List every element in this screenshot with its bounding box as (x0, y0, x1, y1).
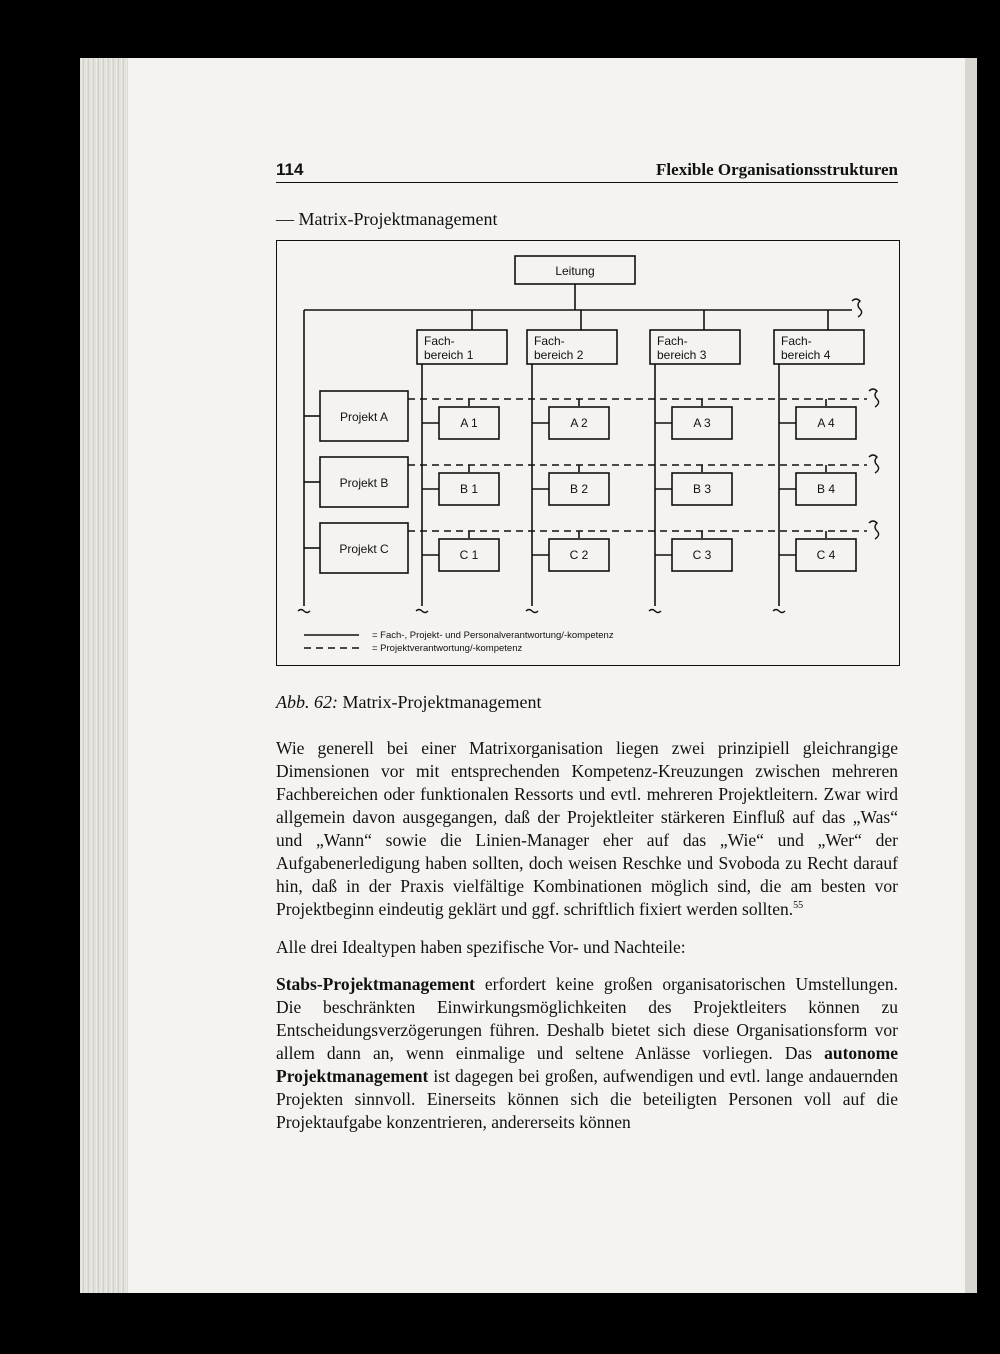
leitung-label: Leitung (555, 264, 595, 278)
section-heading: — Matrix-Projektmanagement (276, 209, 498, 229)
cell-label: B 4 (816, 482, 836, 496)
department-label-line2: bereich 2 (534, 348, 584, 362)
cell-label: B 3 (692, 482, 712, 496)
department-label-line1: Fach- (534, 334, 565, 348)
paragraph-1-text: Wie generell bei einer Matrixorganisation liegen zwei prinzipiell gleichrangige Dimensionen vor mit entsprechenden Kompetenz-Kreuzungen zwischen mehreren Fachbereichen oder funktionalen Ressorts und evtl. mehreren Projektleitern. Zwar wird allgemein davon ausgegangen, daß der Projektleiter stärkeren Einfluß auf das „Was“ und „Wann“ sowie die Linien-Manager eher auf das „Wie“ und „Wer“ der Aufgabenerledigung haben sollten, doch weisen Reschke und Svoboda zu Recht darauf hin, daß in der Praxis vielfältige Kombinationen möglich sind, die am besten vor Projektbeginn eindeutig geklärt und ggf. schriftlich fixiert werden sollten. (276, 738, 898, 919)
bus-continuation-mark (852, 299, 862, 317)
cell-label: C 1 (459, 548, 479, 562)
department-label-line1: Fach- (781, 334, 812, 348)
paragraph-1 (276, 737, 898, 921)
matrix-diagram (276, 240, 900, 666)
caption-text: Matrix-Projektmanagement (342, 692, 542, 712)
department-label-line2: bereich 1 (424, 348, 474, 362)
department-vertical-end (773, 610, 785, 613)
department-label-line1: Fach- (424, 334, 455, 348)
department-label-line1: Fach- (657, 334, 688, 348)
running-header (276, 160, 898, 183)
dashed-continuation-mark (869, 389, 879, 407)
project-label: Projekt C (339, 542, 389, 556)
caption-label: Abb. 62: (276, 692, 338, 712)
dashed-continuation-mark (869, 521, 879, 539)
department-label-line2: bereich 3 (657, 348, 707, 362)
department-vertical-end (416, 610, 428, 613)
paragraph-3-text-1: erfordert keine großen organisatorischen Umstellungen. Die beschränkten Einwirkungsmöglichkeiten des Projektleiters können zu Entscheidungsverzögerungen führen. Deshalb bietet sich diese Organisationsform vor allem dann an, wenn einmalige und seltene Anlässe vorliegen. Das (276, 974, 898, 1063)
cell-label: A 2 (570, 416, 588, 430)
diagram-svg (277, 241, 899, 665)
cell-label: B 1 (459, 482, 479, 496)
paragraph-3 (276, 973, 898, 1134)
paragraph-3-text-2: ist dagegen bei großen, aufwendigen und evtl. lange andauernden Projekten sinnvoll. Einerseits können sich die beteiligten Personen voll auf die Projektaufgabe konzentrieren, andererseits können (276, 1066, 898, 1132)
department-label-line2: bereich 4 (781, 348, 831, 362)
term-stabs-projektmanagement: Stabs-Projektmanagement (276, 974, 475, 994)
cell-label: C 2 (569, 548, 589, 562)
department-vertical-end (649, 610, 661, 613)
legend-solid-text: = Fach-, Projekt- und Personalverantwortung/-kompetenz (372, 630, 614, 641)
project-spine-end (298, 610, 310, 613)
cell-label: A 1 (460, 416, 478, 430)
term-autonome-projektmanagement: autonome Projektmanagement (276, 1043, 898, 1086)
footnote-marker: 55 (793, 900, 804, 912)
legend-dashed-text: = Projektverantwortung/-kompetenz (372, 643, 523, 654)
page-stack-edge (80, 58, 128, 1293)
page-number: 114 (276, 160, 304, 179)
facing-page-edge (965, 58, 977, 1293)
project-label: Projekt B (339, 476, 389, 490)
cell-label: A 3 (693, 416, 711, 430)
chapter-title: Flexible Organisationsstrukturen (656, 160, 898, 179)
department-vertical-end (526, 610, 538, 613)
cell-label: C 4 (816, 548, 836, 562)
cell-label: B 2 (569, 482, 589, 496)
cell-label: C 3 (692, 548, 712, 562)
project-label: Projekt A (339, 410, 389, 424)
paragraph-2: Alle drei Idealtypen haben spezifische Vor- und Nachteile: (276, 937, 686, 957)
cell-label: A 4 (817, 416, 835, 430)
dashed-continuation-mark (869, 455, 879, 473)
figure-caption (276, 692, 541, 713)
